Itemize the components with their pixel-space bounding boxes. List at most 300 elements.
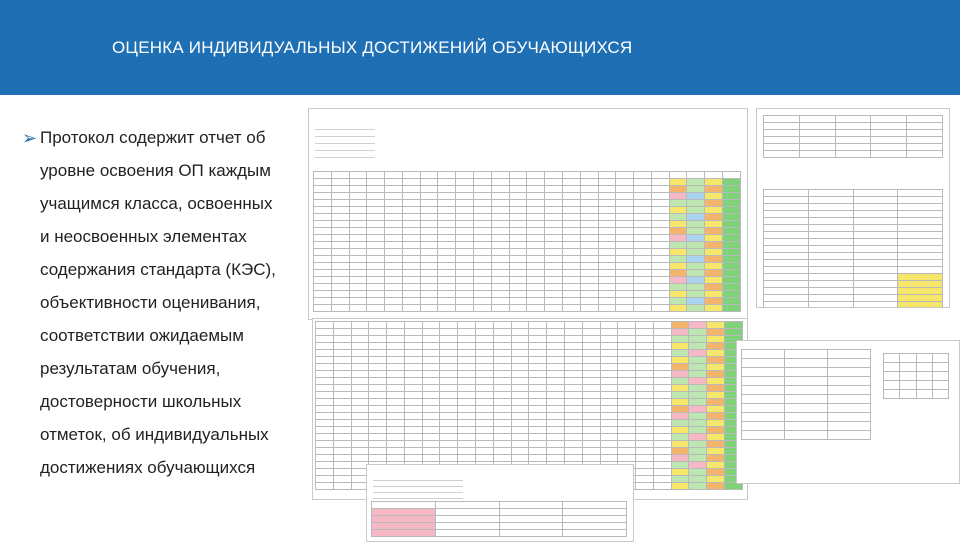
table-cell [476, 392, 494, 399]
table-cell [764, 144, 800, 151]
table-cell [618, 343, 636, 350]
table-cell [547, 385, 565, 392]
table-cell [898, 302, 943, 309]
table-cell [387, 448, 405, 455]
table-cell [562, 221, 580, 228]
table-row [316, 385, 743, 392]
table-cell [828, 404, 871, 413]
table-cell [564, 336, 582, 343]
table-cell [458, 434, 476, 441]
table-cell [785, 431, 828, 440]
table-cell [689, 462, 707, 469]
table-cell [367, 277, 385, 284]
table-cell [598, 172, 616, 179]
table-cell [689, 392, 707, 399]
table-cell [369, 441, 387, 448]
table-row [316, 434, 743, 441]
table-cell [385, 207, 403, 214]
table-cell [618, 371, 636, 378]
table-cell [742, 359, 785, 368]
table-cell [705, 200, 723, 207]
table-cell [529, 385, 547, 392]
table-row [316, 343, 743, 350]
table-cell [493, 455, 511, 462]
table-cell [422, 434, 440, 441]
table-cell [651, 179, 669, 186]
kes-sheet [756, 108, 950, 308]
table-cell [331, 235, 349, 242]
table-cell [616, 179, 634, 186]
table-cell [651, 186, 669, 193]
table-cell [333, 343, 351, 350]
table-cell [653, 350, 671, 357]
table-cell [435, 502, 499, 509]
table-cell [742, 404, 785, 413]
table-cell [349, 305, 367, 312]
table-row [764, 123, 943, 130]
table-cell [634, 277, 652, 284]
table-cell [422, 357, 440, 364]
table-cell [456, 172, 474, 179]
table-cell [491, 221, 509, 228]
table-cell [634, 235, 652, 242]
table-cell [474, 193, 492, 200]
table-cell [564, 343, 582, 350]
table-cell [509, 291, 527, 298]
table-cell [474, 172, 492, 179]
table-cell [511, 322, 529, 329]
table-cell [853, 232, 898, 239]
table-cell [331, 221, 349, 228]
table-cell [808, 190, 853, 197]
table-cell [458, 322, 476, 329]
table-cell [636, 427, 654, 434]
table-cell [651, 256, 669, 263]
table-cell [705, 214, 723, 221]
table-cell [422, 392, 440, 399]
table-cell [653, 427, 671, 434]
table-cell [742, 413, 785, 422]
table-cell [385, 256, 403, 263]
table-cell [493, 364, 511, 371]
table-cell [367, 214, 385, 221]
table-cell [907, 137, 943, 144]
table-cell [331, 207, 349, 214]
table-cell [314, 214, 332, 221]
table-cell [369, 364, 387, 371]
table-cell [420, 256, 438, 263]
table-cell [651, 242, 669, 249]
table-cell [438, 235, 456, 242]
table-cell [689, 385, 707, 392]
table-cell [402, 298, 420, 305]
table-cell [351, 413, 369, 420]
table-cell [689, 420, 707, 427]
table-cell [722, 200, 740, 207]
table-cell [651, 193, 669, 200]
table-cell [458, 350, 476, 357]
table-cell [314, 249, 332, 256]
table-cell [900, 390, 916, 399]
table-cell [422, 322, 440, 329]
table-cell [331, 277, 349, 284]
table-cell [582, 322, 600, 329]
table-cell [742, 422, 785, 431]
table-cell [562, 284, 580, 291]
table-cell [764, 137, 800, 144]
table-row [742, 350, 871, 359]
table-cell [349, 200, 367, 207]
table-cell [547, 364, 565, 371]
table-cell [853, 218, 898, 225]
table-cell [547, 322, 565, 329]
table-cell [476, 336, 494, 343]
table-cell [722, 179, 740, 186]
table-cell [932, 354, 948, 363]
table-cell [527, 228, 545, 235]
table-row [314, 207, 741, 214]
table-cell [600, 378, 618, 385]
table-cell [369, 371, 387, 378]
table-cell [440, 364, 458, 371]
table-cell [527, 249, 545, 256]
table-cell [835, 137, 871, 144]
table-cell [440, 329, 458, 336]
table-row [316, 378, 743, 385]
table-row [764, 151, 943, 158]
table-cell [687, 186, 705, 193]
table-cell [853, 211, 898, 218]
table-cell [476, 378, 494, 385]
table-cell [333, 455, 351, 462]
table-cell [689, 357, 707, 364]
table-row [314, 284, 741, 291]
table-cell [653, 378, 671, 385]
table-cell [562, 207, 580, 214]
table-cell [616, 214, 634, 221]
table-cell [491, 256, 509, 263]
table-cell [545, 214, 563, 221]
table-cell [511, 434, 529, 441]
table-cell [458, 378, 476, 385]
table-cell [671, 476, 689, 483]
table-row [314, 221, 741, 228]
table-cell [636, 420, 654, 427]
table-cell [387, 455, 405, 462]
table-cell [420, 284, 438, 291]
table-cell [898, 274, 943, 281]
table-cell [491, 172, 509, 179]
table-cell [527, 221, 545, 228]
table-cell [422, 329, 440, 336]
table-cell [351, 385, 369, 392]
table-cell [316, 357, 334, 364]
table-cell [458, 448, 476, 455]
table-cell [651, 263, 669, 270]
table-cell [440, 434, 458, 441]
table-cell [314, 186, 332, 193]
table-cell [529, 350, 547, 357]
table-cell [563, 516, 627, 523]
table-cell [367, 284, 385, 291]
table-cell [333, 413, 351, 420]
table-cell [616, 242, 634, 249]
table-cell [387, 336, 405, 343]
table-cell [422, 448, 440, 455]
table-cell [563, 502, 627, 509]
table-cell [764, 190, 809, 197]
table-cell [404, 371, 422, 378]
table-cell [458, 371, 476, 378]
table-cell [653, 413, 671, 420]
table-cell [598, 228, 616, 235]
table-cell [474, 242, 492, 249]
table-cell [349, 284, 367, 291]
table-cell [529, 427, 547, 434]
table-cell [474, 263, 492, 270]
table-cell [853, 197, 898, 204]
table-cell [689, 413, 707, 420]
table-cell [653, 343, 671, 350]
table-cell [671, 322, 689, 329]
table-row [884, 363, 949, 372]
table-cell [616, 186, 634, 193]
table-cell [440, 455, 458, 462]
table-cell [545, 249, 563, 256]
table-cell [564, 371, 582, 378]
table-cell [491, 249, 509, 256]
table-cell [564, 357, 582, 364]
table-cell [580, 242, 598, 249]
table-cell [404, 343, 422, 350]
table-cell [333, 406, 351, 413]
table-cell [669, 242, 687, 249]
table-row [316, 336, 743, 343]
table-cell [420, 249, 438, 256]
table-cell [420, 235, 438, 242]
table-cell [529, 434, 547, 441]
table-cell [351, 378, 369, 385]
table-cell [369, 385, 387, 392]
table-row [884, 390, 949, 399]
table-cell [871, 137, 907, 144]
table-cell [369, 399, 387, 406]
table-cell [331, 186, 349, 193]
table-cell [547, 371, 565, 378]
table-cell [651, 305, 669, 312]
table-cell [687, 277, 705, 284]
table-cell [689, 350, 707, 357]
table-cell [456, 186, 474, 193]
table-cell [898, 246, 943, 253]
table-cell [669, 200, 687, 207]
table-cell [582, 420, 600, 427]
table-cell [351, 406, 369, 413]
table-cell [316, 469, 334, 476]
table-cell [547, 413, 565, 420]
table-cell [616, 235, 634, 242]
table-cell [671, 455, 689, 462]
table-cell [636, 378, 654, 385]
table-cell [422, 427, 440, 434]
table-cell [562, 200, 580, 207]
table-cell [600, 455, 618, 462]
table-cell [722, 277, 740, 284]
table-cell [687, 221, 705, 228]
table-cell [707, 343, 725, 350]
table-cell [582, 343, 600, 350]
table-cell [316, 392, 334, 399]
bullet-line: содержания стандарта (КЭС), [40, 260, 276, 279]
table-cell [799, 137, 835, 144]
table-cell [493, 427, 511, 434]
table-cell [636, 385, 654, 392]
table-cell [351, 420, 369, 427]
table-cell [331, 228, 349, 235]
table-cell [351, 350, 369, 357]
table-cell [369, 413, 387, 420]
table-cell [547, 336, 565, 343]
table-cell [440, 322, 458, 329]
table-cell [474, 186, 492, 193]
table-cell [547, 420, 565, 427]
table-cell [600, 406, 618, 413]
table-row [314, 256, 741, 263]
table-cell [687, 200, 705, 207]
table-cell [438, 284, 456, 291]
table-cell [316, 462, 334, 469]
table-cell [653, 392, 671, 399]
table-cell [349, 228, 367, 235]
table-cell [669, 228, 687, 235]
table-cell [491, 207, 509, 214]
table-cell [618, 455, 636, 462]
table-cell [476, 322, 494, 329]
table-cell [351, 399, 369, 406]
table-cell [853, 246, 898, 253]
table-cell [785, 413, 828, 422]
table-cell [808, 267, 853, 274]
table-cell [651, 298, 669, 305]
table-cell [422, 406, 440, 413]
table-cell [669, 305, 687, 312]
table-cell [349, 249, 367, 256]
table-cell [598, 270, 616, 277]
table-cell [808, 225, 853, 232]
table-row [314, 242, 741, 249]
table-cell [420, 291, 438, 298]
table-cell [367, 242, 385, 249]
table-cell [367, 207, 385, 214]
table-cell [385, 214, 403, 221]
table-cell [458, 357, 476, 364]
table-cell [316, 343, 334, 350]
table-cell [689, 427, 707, 434]
table-cell [314, 179, 332, 186]
table-cell [511, 343, 529, 350]
table-cell [689, 448, 707, 455]
table-cell [835, 123, 871, 130]
table-cell [722, 186, 740, 193]
table-cell [387, 385, 405, 392]
table-cell [722, 305, 740, 312]
table-cell [600, 427, 618, 434]
table-cell [764, 281, 809, 288]
table-cell [689, 441, 707, 448]
table-cell [458, 420, 476, 427]
table-row [764, 218, 943, 225]
table-cell [707, 413, 725, 420]
table-cell [764, 116, 800, 123]
table-cell [671, 441, 689, 448]
table-cell [835, 116, 871, 123]
table-cell [618, 448, 636, 455]
table-cell [853, 281, 898, 288]
table-cell [511, 455, 529, 462]
table-cell [598, 207, 616, 214]
table-cell [636, 476, 654, 483]
table-cell [651, 207, 669, 214]
table-cell [476, 364, 494, 371]
table-cell [402, 172, 420, 179]
table-cell [898, 253, 943, 260]
table-cell [458, 413, 476, 420]
table-cell [404, 357, 422, 364]
table-row [316, 329, 743, 336]
table-cell [580, 207, 598, 214]
table-cell [580, 172, 598, 179]
table-cell [598, 214, 616, 221]
table-cell [367, 298, 385, 305]
table-cell [898, 295, 943, 302]
table-cell [563, 523, 627, 530]
table-cell [616, 270, 634, 277]
table-cell [687, 291, 705, 298]
table-cell [316, 364, 334, 371]
table-cell [707, 399, 725, 406]
table-cell [671, 329, 689, 336]
table-cell [671, 420, 689, 427]
table-cell [547, 343, 565, 350]
table-cell [707, 434, 725, 441]
table-cell [545, 263, 563, 270]
table-cell [722, 214, 740, 221]
table-cell [764, 288, 809, 295]
table-cell [333, 441, 351, 448]
table-cell [509, 256, 527, 263]
table-cell [402, 284, 420, 291]
table-row [314, 298, 741, 305]
table-cell [422, 371, 440, 378]
table-cell [387, 413, 405, 420]
table-row [764, 260, 943, 267]
table-cell [491, 179, 509, 186]
table-cell [474, 228, 492, 235]
table-cell [456, 207, 474, 214]
table-cell [349, 263, 367, 270]
table-cell [404, 413, 422, 420]
table-cell [511, 427, 529, 434]
table-cell [331, 200, 349, 207]
table-row [764, 302, 943, 309]
table-cell [387, 322, 405, 329]
table-cell [898, 190, 943, 197]
table-cell [898, 267, 943, 274]
table-cell [351, 336, 369, 343]
table-cell [314, 256, 332, 263]
table-cell [598, 284, 616, 291]
table-cell [527, 263, 545, 270]
